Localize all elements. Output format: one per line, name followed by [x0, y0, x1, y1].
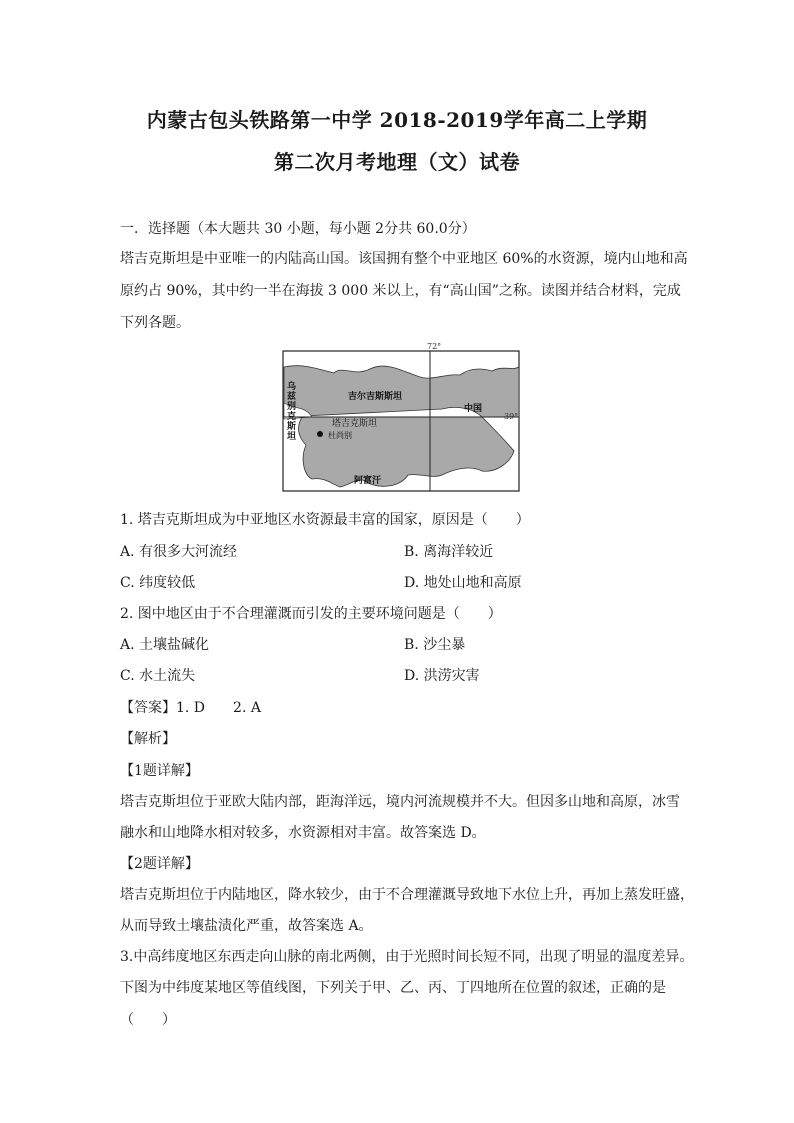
analysis-heading: 【解析】	[120, 731, 176, 747]
detail2-line-2: 从而导致土壤盐渍化严重，故答案选 A。	[120, 918, 373, 934]
label-kyrgyzstan: 吉尔吉斯斯坦	[348, 392, 403, 402]
label-tajikistan: 塔吉克斯坦	[332, 419, 378, 429]
exam-title-line2: 第二次月考地理（文）试卷	[274, 150, 520, 174]
label-dushanbe: 杜尚别	[328, 431, 352, 440]
q1-stem: 1. 塔吉克斯坦成为中亚地区水资源最丰富的国家，原因是（ ）	[120, 512, 530, 528]
intro-line-1: 塔吉克斯坦是中亚唯一的内陆高山国。该国拥有整个中亚地区 60%的水资源，境内山地和高	[120, 251, 688, 267]
lat-label: 39°	[504, 412, 519, 421]
q2-option-c: C. 水土流失	[120, 668, 196, 684]
detail1-heading: 【1题详解】	[120, 763, 199, 779]
q1-option-a: A. 有很多大河流经	[120, 544, 238, 560]
q3-line-2: 下图为中纬度某地区等值线图，下列关于甲、乙、丙、丁四地所在位置的叙述，正确的是	[120, 980, 666, 996]
q2-option-b: B. 沙尘暴	[404, 637, 466, 653]
detail2-heading: 【2题详解】	[120, 856, 199, 872]
q1-option-c: C. 纬度较低	[120, 575, 196, 591]
intro-line-3: 下列各题。	[120, 315, 190, 331]
section-heading: 一．选择题（本大题共 30 小题，每小题 2分共 60.0分）	[120, 221, 476, 237]
intro-line-2: 原约占 90%，其中约一半在海拔 3 000 米以上，有“高山国”之称。读图并结合材料，完成	[120, 283, 681, 299]
label-uzbekistan: 乌兹别 克斯坦	[287, 382, 297, 442]
q1-option-b: B. 离海洋较近	[404, 544, 494, 560]
detail2-line-1: 塔吉克斯坦位于内陆地区，降水较少，由于不合理灌溉导致地下水位上升，再加上蒸发旺盛，	[120, 887, 694, 903]
detail1-line-1: 塔吉克斯坦位于亚欧大陆内部，距海洋远，境内河流规模并不大。但因多山地和高原，冰雪	[120, 794, 680, 810]
tajikistan-map	[282, 342, 522, 493]
q2-option-a: A. 土壤盐碱化	[120, 637, 210, 653]
dushanbe-marker	[317, 431, 323, 437]
detail1-line-2: 融水和山地降水相对较多，水资源相对丰富。故答案选 D。	[120, 825, 486, 841]
exam-title-line1: 内蒙古包头铁路第一中学 2018-2019学年高二上学期	[146, 108, 648, 132]
lon-label: 72°	[427, 342, 442, 351]
q2-stem: 2. 图中地区由于不合理灌溉而引发的主要环境问题是（ ）	[120, 606, 502, 622]
label-china: 中国	[464, 404, 483, 414]
label-afghanistan: 阿富汗	[354, 476, 382, 486]
q2-option-d: D. 洪涝灾害	[404, 668, 480, 684]
q3-line-3: （ ）	[120, 1012, 176, 1028]
answer-line: 【答案】1. D 2. A	[120, 700, 261, 716]
q3-line-1: 3.中高纬度地区东西走向山脉的南北两侧，由于光照时间长短不同，出现了明显的温度差异。	[120, 949, 694, 965]
q1-option-d: D. 地处山地和高原	[404, 575, 522, 591]
